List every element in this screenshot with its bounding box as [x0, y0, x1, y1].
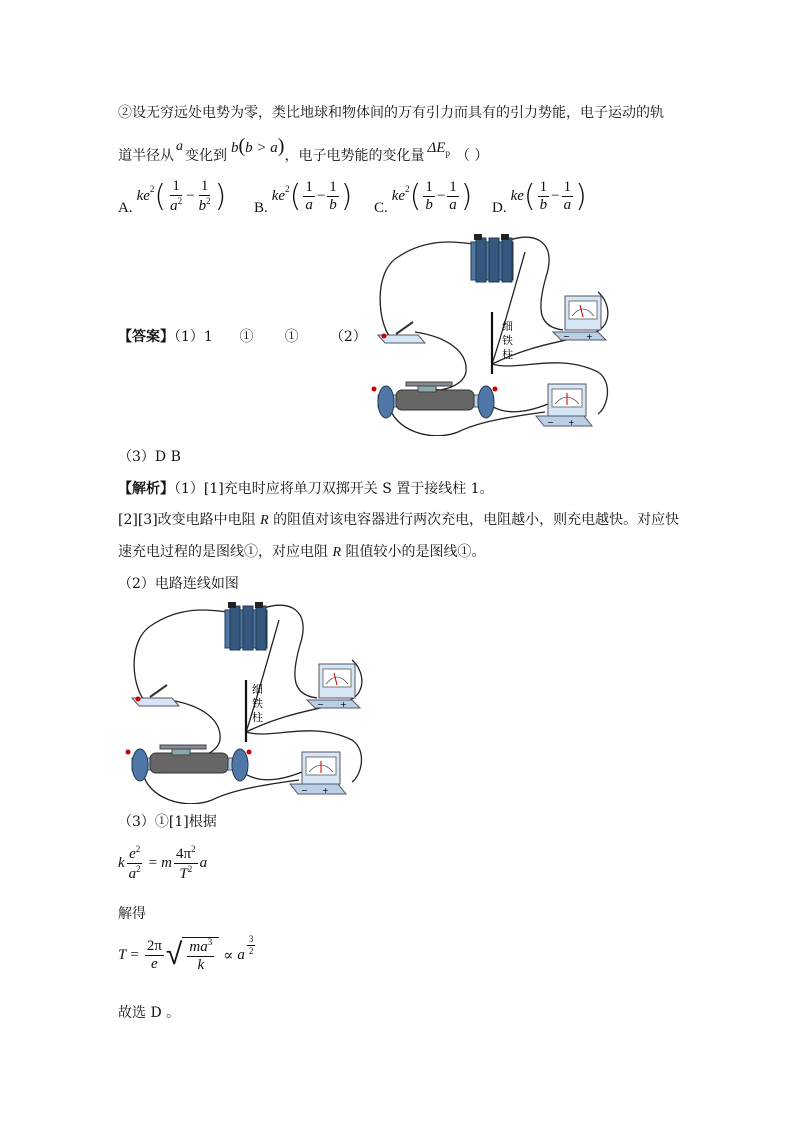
- delta-ep: [427, 140, 449, 158]
- eq1-den: a: [128, 866, 137, 882]
- meter-minus: −: [547, 418, 554, 427]
- frac-num: 1: [449, 179, 457, 195]
- eq1-num2: 4π: [175, 846, 192, 862]
- eq1-k: k: [118, 855, 125, 871]
- conclusion-text: 故选 D 。: [118, 1005, 181, 1021]
- analysis-part3: （3）①[1]根据: [118, 814, 217, 830]
- frac-den: b: [425, 197, 433, 213]
- voltmeter-icon: [307, 664, 360, 709]
- analysis-line4: （2）电路连线如图: [118, 576, 239, 592]
- frac-num: 1: [329, 179, 337, 195]
- var-b: b: [231, 140, 239, 156]
- option-pow: 2: [149, 183, 155, 194]
- option-coef: ke: [510, 188, 524, 204]
- meter-minus: −: [317, 700, 324, 709]
- sqrt-symbol: √ $\frac{ma^3}{k}$: [166, 937, 219, 973]
- meter-minus: −: [563, 332, 570, 341]
- frac-den: a: [170, 198, 178, 214]
- line2-pre: 道半径从: [118, 147, 174, 164]
- meter-plus: +: [340, 700, 347, 709]
- equation-1: k $\frac{e^2}{a^2}$ = m $\frac{4\pi^2}{T^2}$ a: [118, 844, 208, 882]
- answer-part3: （3）D B: [118, 449, 181, 465]
- var-r: R: [332, 545, 342, 560]
- answer-tag: 【答案】: [118, 329, 174, 345]
- delta-sub: p: [445, 147, 450, 158]
- var-a: a: [176, 138, 183, 154]
- meter-plus: +: [586, 332, 593, 341]
- eq2-a: a: [237, 946, 245, 963]
- question-text-line2: [118, 135, 489, 166]
- analysis-p2a-pre: [2][3]改变电路中电阻: [118, 512, 261, 528]
- option-b: B. ke $^2$ ( $\frac{1}{a}$ − $\frac{1}{b}$ ): [254, 178, 353, 216]
- analysis-line3: [118, 541, 485, 561]
- battery-icon: [225, 602, 267, 650]
- meter-plus: +: [568, 418, 575, 427]
- answer-blank: （ ）: [455, 147, 489, 164]
- voltmeter-icon: [553, 296, 606, 341]
- option-label: C.: [374, 200, 388, 216]
- frac-den: b: [198, 198, 207, 214]
- eq2-exp-den: 2: [248, 945, 254, 956]
- pillar-label-3: 柱: [502, 348, 513, 361]
- eq2-rad-den: k: [197, 957, 205, 973]
- analysis-p2b-post: 阻值较小的是图线①。: [341, 544, 486, 560]
- frac-den: b: [539, 197, 548, 213]
- eq2-exp-num: 3: [248, 933, 254, 944]
- meter-plus: +: [322, 786, 329, 795]
- analysis-tag: 【解析】: [118, 481, 174, 497]
- frac-den-pow: 2: [177, 196, 183, 206]
- analysis-p2a-post: 的阻值对该电容器进行两次充电，电阻越小，则充电越快。对应快: [268, 512, 680, 528]
- meter-minus: −: [301, 786, 308, 795]
- line2-post: ，电子电势能的变化量: [284, 147, 425, 164]
- option-label: A.: [118, 200, 133, 216]
- pillar-label-2: 铁: [502, 334, 513, 347]
- rheostat-icon: [372, 382, 498, 418]
- eq2-num: 2π: [146, 937, 162, 954]
- pillar-label-1: 细: [252, 683, 263, 696]
- circuit-diagram-2: [112, 600, 372, 804]
- analysis-line1: [118, 478, 494, 498]
- eq1-den2: T: [179, 866, 188, 882]
- switch-icon: [132, 685, 179, 706]
- frac-den: a: [563, 197, 572, 213]
- rheostat-icon: [126, 745, 252, 781]
- line2-mid: 变化到: [185, 147, 227, 164]
- analysis-line2: [118, 509, 679, 529]
- option-pow: 2: [405, 183, 410, 194]
- frac-den: a: [449, 197, 457, 213]
- frac-den: b: [329, 197, 337, 213]
- frac-num: 1: [539, 179, 548, 195]
- eq2-rad-num: ma: [189, 939, 208, 955]
- frac-den-pow: 2: [206, 196, 211, 206]
- eq1-num: e: [129, 846, 136, 862]
- pillar-label-3: 柱: [252, 711, 263, 724]
- frac-den: a: [305, 197, 313, 213]
- b-condition: b(b > a): [231, 135, 285, 157]
- options-row: [118, 176, 678, 226]
- frac-num: 1: [200, 178, 209, 194]
- var-r: R: [260, 513, 269, 528]
- option-a: A. ke $^2$ ( $\frac{1}{a^2}$ − $\frac{1}{b^2}$ ): [118, 178, 227, 216]
- question-text-line1: ②设无穷远处电势为零，类比地球和物体间的万有引力而具有的引力势能，电子运动的轨: [118, 105, 664, 121]
- answer-text: （1）1 ① ① （2）: [174, 329, 367, 345]
- option-pow: 2: [285, 183, 290, 194]
- eq2-t: T: [118, 946, 127, 963]
- option-label: B.: [254, 200, 268, 216]
- delta-e: ΔE: [427, 139, 446, 156]
- eq2-den: e: [151, 955, 158, 972]
- eq2-equals: =: [130, 946, 139, 963]
- jiede-text: 解得: [118, 906, 146, 922]
- equation-2: [118, 933, 257, 973]
- analysis-p2b-pre: 速充电过程的是图线①，对应电阻: [118, 544, 333, 560]
- pillar-label-1: 细: [502, 320, 513, 333]
- pillar-label-2: 铁: [252, 697, 263, 710]
- battery-icon: [471, 234, 513, 282]
- option-coef: ke: [271, 188, 286, 204]
- circuit-diagram-1: [358, 232, 618, 436]
- eq1-m: m: [161, 855, 172, 871]
- frac-num: 1: [425, 179, 433, 195]
- eq2-prop: ∝: [223, 947, 234, 964]
- option-coef: ke: [136, 188, 150, 204]
- frac-num: 1: [563, 179, 572, 195]
- eq1-equals: =: [148, 855, 158, 871]
- analysis-p1: （1）[1]充电时应将单刀双掷开关 S 置于接线柱 1。: [174, 481, 494, 497]
- option-coef: ke: [391, 188, 406, 204]
- answer-line: [118, 326, 367, 346]
- option-c: C. ke $^2$ ( $\frac{1}{b}$ − $\frac{1}{a}$ ): [374, 178, 473, 216]
- frac-num: 1: [172, 178, 180, 194]
- b-cond: b > a: [245, 140, 278, 156]
- eq1-a: a: [199, 855, 208, 871]
- frac-num: 1: [305, 179, 313, 195]
- option-d: D. ke ( $\frac{1}{b}$ − $\frac{1}{a}$ ): [492, 178, 587, 216]
- option-label: D.: [492, 200, 507, 216]
